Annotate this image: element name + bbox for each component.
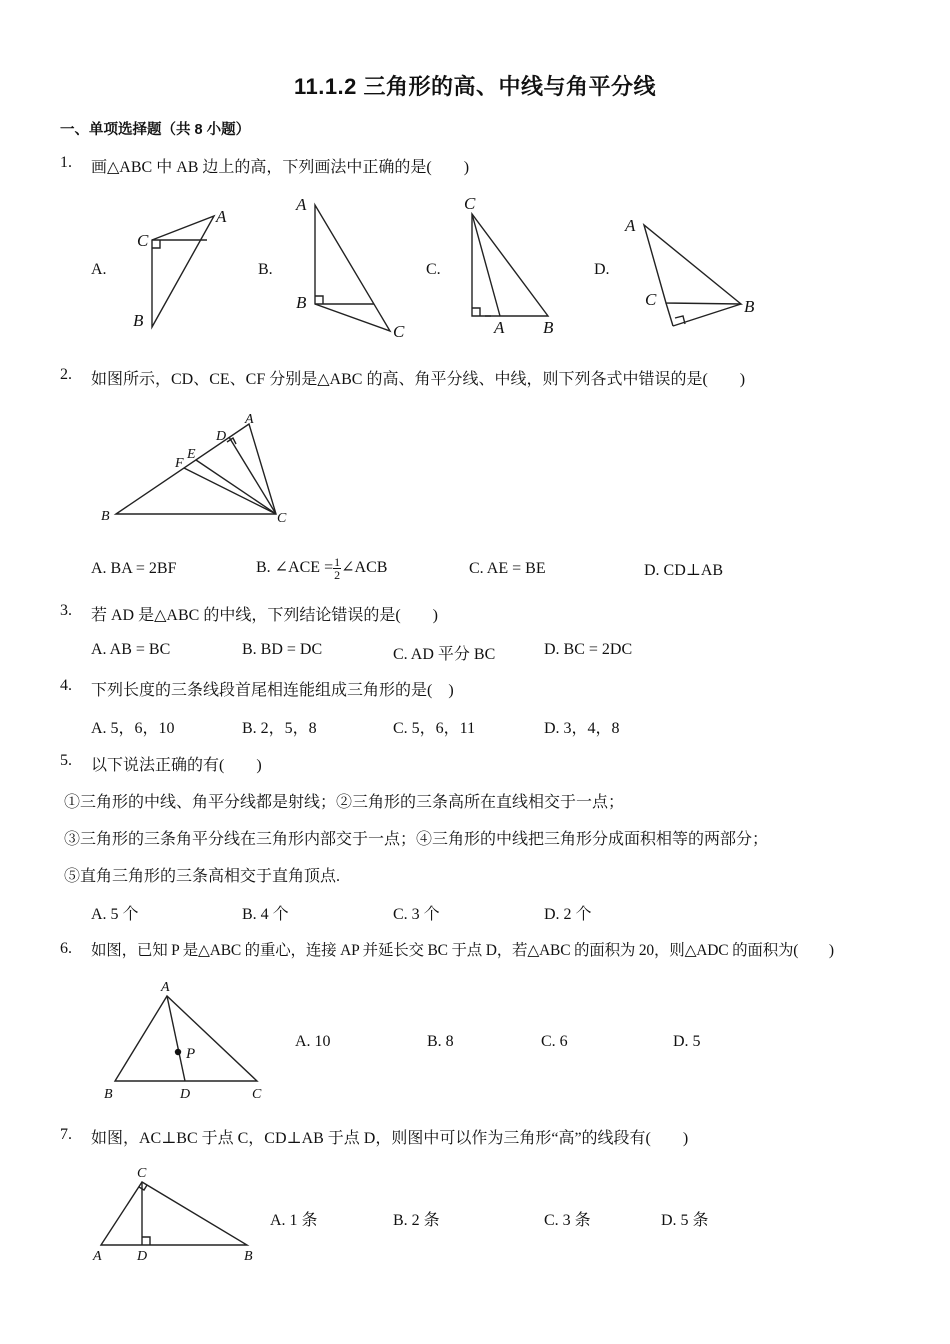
q6-label-p: P (186, 1046, 196, 1062)
q5-statement-3: ⑤直角三角形的三条高相交于直角顶点. (64, 868, 341, 885)
q5-option-a[interactable]: A. 5 个 (91, 906, 139, 923)
q7-figure (101, 1182, 247, 1245)
q1d-label-c: C (645, 290, 657, 309)
q2-option-a[interactable]: A. BA = 2BF (91, 560, 177, 577)
q6-label-b: B (104, 1087, 113, 1102)
q1-figure-b (315, 205, 390, 331)
q2-figure (116, 424, 276, 514)
q2-text: 如图所示，CD、CE、CF 分别是△ABC 的高、角平分线、中线，则下列各式中错误的是( ) (91, 371, 746, 388)
q7-text: 如图，AC⊥BC 于点 C，CD⊥AB 于点 D，则图中可以作为三角形“高”的线段有( ) (91, 1130, 689, 1147)
q1a-label-c: C (137, 231, 149, 250)
q4-option-d[interactable]: D. 3，4，8 (544, 720, 620, 737)
q6-label-a: A (161, 980, 170, 995)
q5-option-b[interactable]: B. 4 个 (242, 906, 289, 923)
q1-option-c[interactable]: C. (426, 261, 441, 278)
q7-label-c: C (137, 1166, 147, 1181)
q4-option-b[interactable]: B. 2，5，8 (242, 720, 317, 737)
q6-number: 6. (60, 940, 72, 957)
q5-statement-1: ①三角形的中线、角平分线都是射线；②三角形的三条高所在直线相交于一点； (64, 794, 625, 811)
q6-point-p (175, 1049, 181, 1055)
q2-label-c: C (277, 511, 287, 526)
q1-text: 画△ABC 中 AB 边上的高，下列画法中正确的是( ) (91, 159, 470, 176)
q3-option-b[interactable]: B. BD = DC (242, 641, 323, 658)
q7-label-a: A (93, 1249, 102, 1264)
q1d-label-a: A (625, 216, 636, 235)
q3-option-c[interactable]: C. AD 平分 BC (393, 646, 496, 663)
q2-option-b-fraction: $\frac{1}{2}$ (334, 555, 341, 582)
q1-number: 1. (60, 154, 72, 171)
q5-option-c[interactable]: C. 3 个 (393, 906, 440, 923)
q6-option-a[interactable]: A. 10 (295, 1033, 331, 1050)
q2-option-d[interactable]: D. CD⊥AB (644, 562, 724, 579)
q5-number: 5. (60, 752, 72, 769)
q1b-label-c: C (393, 322, 405, 341)
q2-number: 2. (60, 366, 72, 383)
q7-option-b[interactable]: B. 2 条 (393, 1212, 440, 1229)
q7-label-b: B (244, 1249, 253, 1264)
section-heading: 一、单项选择题（共 8 小题） (60, 122, 251, 138)
q2-option-b-lead: B. ∠ACE = (256, 559, 334, 577)
q1-figure-c (472, 214, 548, 316)
q2-label-e: E (187, 447, 196, 462)
q6-option-c[interactable]: C. 6 (541, 1033, 568, 1050)
q2-label-a: A (245, 412, 254, 427)
q5-option-d[interactable]: D. 2 个 (544, 906, 592, 923)
q4-text: 下列长度的三条线段首尾相连能组成三角形的是( ) (91, 682, 454, 699)
q2-label-b: B (101, 509, 110, 524)
q7-option-d[interactable]: D. 5 条 (661, 1212, 709, 1229)
q6-option-b[interactable]: B. 8 (427, 1033, 454, 1050)
q1-option-b[interactable]: B. (258, 261, 273, 278)
q1c-label-c: C (464, 194, 476, 213)
q5-text: 以下说法正确的有( ) (91, 757, 262, 774)
q1-option-d[interactable]: D. (594, 261, 610, 278)
q1c-label-a: A (494, 318, 505, 337)
q2-label-f: F (175, 456, 184, 471)
q1-option-a[interactable]: A. (91, 261, 107, 278)
q1-figure-d (644, 225, 741, 326)
q6-label-c: C (252, 1087, 262, 1102)
q2-option-c[interactable]: C. AE = BE (469, 560, 546, 577)
q5-statement-2: ③三角形的三条角平分线在三角形内部交于一点；④三角形的中线把三角形分成面积相等的两部分； (64, 831, 769, 848)
q2-label-d: D (216, 429, 227, 444)
q1d-label-b: B (744, 297, 755, 316)
q1b-label-a: A (296, 195, 307, 214)
q7-option-c[interactable]: C. 3 条 (544, 1212, 591, 1229)
q4-number: 4. (60, 677, 72, 694)
q7-option-a[interactable]: A. 1 条 (270, 1212, 318, 1229)
q7-number: 7. (60, 1126, 72, 1143)
q2-option-b-tail: ∠ACB (341, 559, 388, 577)
q4-option-a[interactable]: A. 5，6，10 (91, 720, 175, 737)
q3-number: 3. (60, 602, 72, 619)
q7-label-d: D (137, 1249, 148, 1264)
q6-figure (115, 996, 257, 1081)
q3-option-a[interactable]: A. AB = BC (91, 641, 171, 658)
q1a-label-b: B (133, 311, 144, 330)
q4-option-c[interactable]: C. 5，6，11 (393, 720, 476, 737)
q2-option-b[interactable] (256, 556, 387, 581)
q6-label-d: D (180, 1087, 191, 1102)
q1a-label-a: A (216, 207, 227, 226)
q6-text: 如图，已知 P 是△ABC 的重心，连接 AP 并延长交 BC 于点 D，若△ABC 的面积为 20，则△ADC 的面积为( ) (91, 942, 834, 959)
q1c-label-b: B (543, 318, 554, 337)
page-title: 11.1.2 三角形的高、中线与角平分线 (293, 74, 657, 99)
q6-option-d[interactable]: D. 5 (673, 1033, 701, 1050)
q1-figure-a (152, 216, 214, 327)
q3-option-d[interactable]: D. BC = 2DC (544, 641, 633, 658)
q1b-label-b: B (296, 293, 307, 312)
q3-text: 若 AD 是△ABC 的中线，下列结论错误的是( ) (91, 607, 438, 624)
